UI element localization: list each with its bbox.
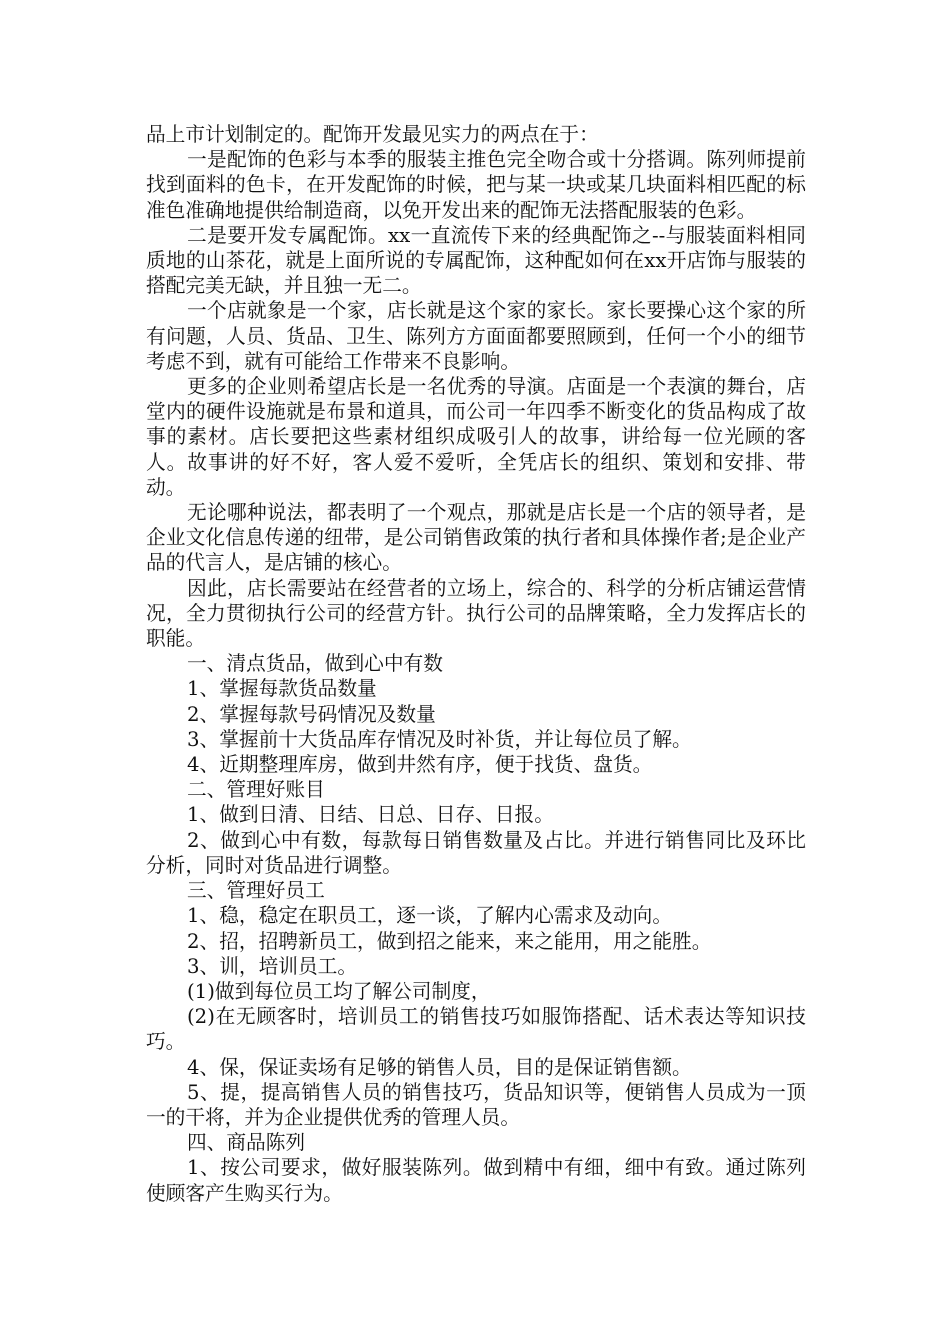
section-heading: 三、管理好员工 [187,879,325,903]
sub-list-item: (1)做到每位员工均了解公司制度， [187,979,491,1003]
list-item: 4、保，保证卖场有足够的销售人员，目的是保证销售额。 [187,1055,692,1079]
list-item: 4、近期整理库房，做到井然有序，便于找货、盘货。 [187,753,653,777]
list-item: 2、做到心中有数，每款每日销售数量及占比。并进行销售同比及环比分析，同时对货品进行调整。 [146,828,806,877]
paragraph: 一是配饰的色彩与本季的服装主推色完全吻合或十分搭调。陈列师提前找到面料的色卡，在开发配饰的时候，把与某一块或某几块面料相匹配的标准色准确地提供给制造商，以免开发出来的配饰无法搭配服装的色彩。 [146,148,806,222]
paragraph: 因此，店长需要站在经营者的立场上，综合的、科学的分析店铺运营情况，全力贯彻执行公司的经营方针。执行公司的品牌策略，全力发挥店长的职能。 [146,576,806,651]
paragraph: 一个店就象是一个家，店长就是这个家的家长。家长要操心这个家的所有问题，人员、货品、卫生、陈列方方面面都要照顾到，任何一个小的细节考虑不到，就有可能给工作带来不良影响。 [146,299,806,373]
document-body [146,122,806,1206]
list-item: 5、提，提高销售人员的销售技巧，货品知识等，便销售人员成为一顶一的干将，并为企业提供优秀的管理人员。 [146,1080,806,1129]
list-item: 1、按公司要求，做好服装陈列。做到精中有细，细中有致。通过陈列使顾客产生购买行为。 [146,1156,806,1205]
paragraph: 二是要开发专属配饰。xx一直流传下来的经典配饰之--与服装面料相同质地的山茶花，就是上面所说的专属配饰，这种配如何在xx开店饰与服装的搭配完美无缺，并且独一无二。 [146,223,806,298]
sub-list-item: (2)在无顾客时，培训员工的销售技巧如服饰搭配、话术表达等知识技巧。 [146,1005,806,1054]
paragraph: 品上市计划制定的。配饰开发最见实力的两点在于： [146,123,599,146]
list-item: 2、招，招聘新员工，做到招之能来，来之能用，用之能胜。 [187,929,712,953]
paragraph: 无论哪种说法，都表明了一个观点，那就是店长是一个店的领导者，是企业文化信息传递的纽带，是公司销售政策的执行者和具体操作者;是企业产品的代言人，是店铺的核心。 [146,501,806,575]
paragraph: 更多的企业则希望店长是一名优秀的导演。店面是一个表演的舞台，店堂内的硬件设施就是布景和道具，而公司一年四季不断变化的货品构成了故事的素材。店长要把这些素材组织成吸引人的故事，讲给每一位光顾的客人。故事讲的好不好，客人爱不爱听，全凭店长的组织、策划和安排、带动。 [146,375,806,499]
section-heading: 二、管理好账目 [187,778,325,802]
section-heading: 四、商品陈列 [187,1131,306,1155]
list-item: 3、训，培训员工。 [187,954,358,978]
list-item: 3、掌握前十大货品库存情况及时补货，并让每位员了解。 [187,727,692,751]
section-heading: 一、清点货品，做到心中有数 [187,652,443,676]
list-item: 2、掌握每款号码情况及数量 [187,702,436,726]
list-item: 1、做到日清、日结、日总、日存、日报。 [187,803,554,827]
list-item: 1、稳，稳定在职员工，逐一谈，了解内心需求及动向。 [187,904,673,928]
list-item: 1、掌握每款货品数量 [187,677,377,701]
